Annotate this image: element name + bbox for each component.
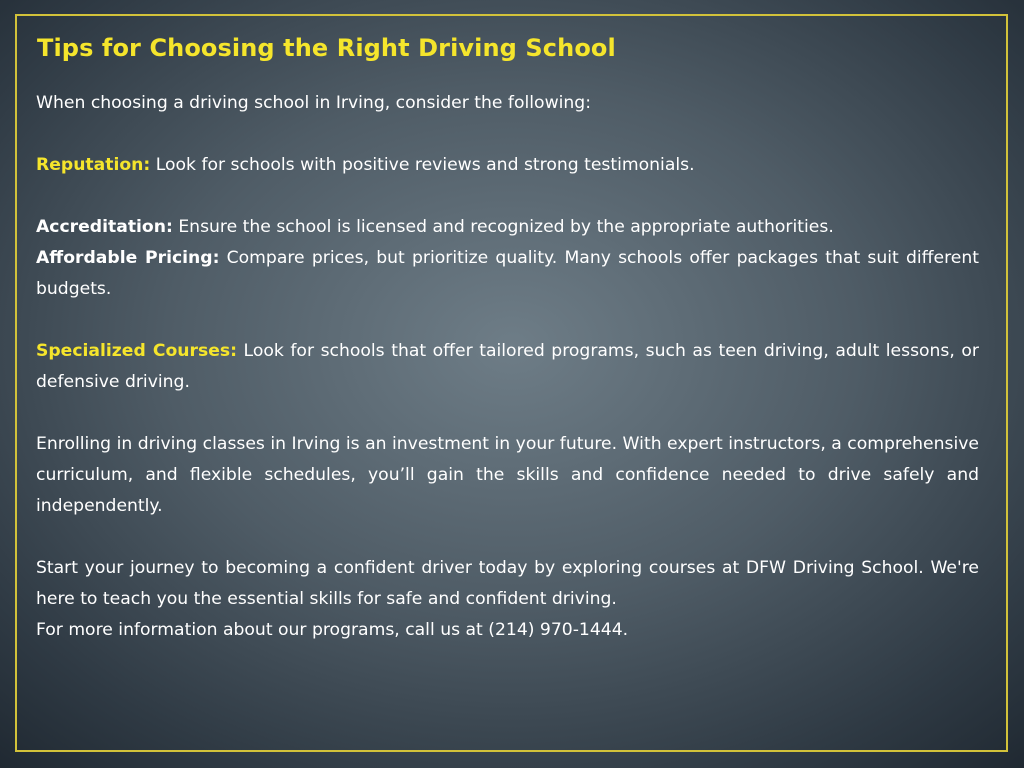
tip-text: Compare prices, but prioritize quality. Many schools offer packages that suit different budgets. (36, 248, 979, 299)
spacer (36, 181, 979, 212)
tip-text: Look for schools that offer tailored programs, such as teen driving, adult lessons, or defensive driving. (36, 341, 980, 392)
conclusion-paragraph: Enrolling in driving classes in Irving is an investment in your future. With expert instructors, a comprehensive curriculum, and flexible schedules, you’ll gain the skills and confidence needed to drive safely and independently. (36, 434, 979, 516)
tip-text: Ensure the school is licensed and recognized by the appropriate authorities. (172, 217, 834, 237)
tip-label: Specialized Courses: (36, 341, 237, 361)
tip-label: Reputation: (36, 155, 151, 175)
spacer (36, 305, 979, 336)
tip-affordable-pricing (36, 243, 979, 305)
tip-accreditation (36, 212, 979, 243)
spacer (36, 398, 979, 429)
slide-body (36, 88, 979, 646)
tip-text: Look for schools with positive reviews and strong testimonials. (150, 155, 695, 175)
tip-reputation (36, 150, 979, 181)
tip-label: Affordable Pricing: (36, 248, 220, 268)
tip-label: Accreditation: (36, 217, 173, 237)
spacer (36, 522, 979, 553)
tip-specialized-courses (36, 336, 979, 398)
contact-line: For more information about our programs, call us at (214) 970-1444. (36, 620, 629, 640)
cta-paragraph: Start your journey to becoming a confident driver today by exploring courses at DFW Driving School. We're here to teach you the essential skills for safe and confident driving. (36, 558, 979, 609)
intro-paragraph: When choosing a driving school in Irving, consider the following: (36, 93, 591, 113)
slide-title: Tips for Choosing the Right Driving School (37, 34, 616, 62)
spacer (36, 119, 979, 150)
